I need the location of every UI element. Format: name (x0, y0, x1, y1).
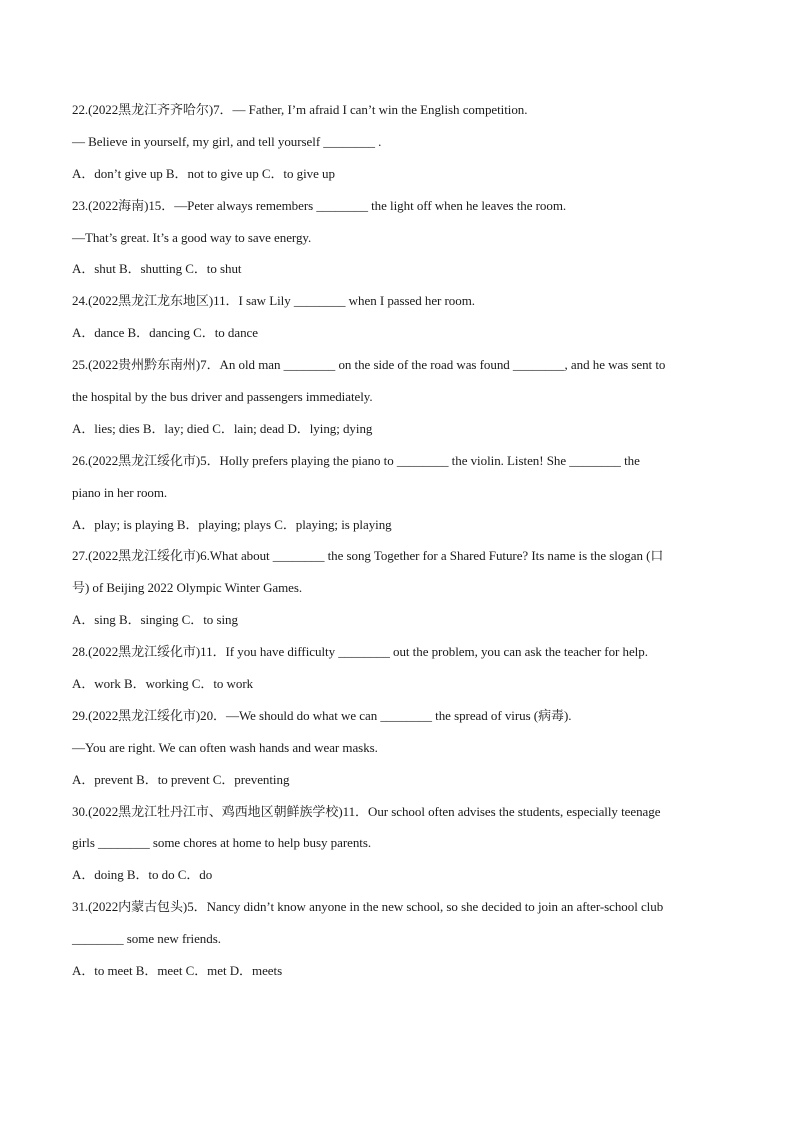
question-text: girls ________ some chores at home to help busy parents. (72, 835, 372, 851)
question-23 (72, 195, 732, 291)
question-text: 24.(2022黑龙江龙东地区)11．I saw Lily ________ when I passed her room. (72, 293, 475, 309)
question-text: 25.(2022贵州黔东南州)7．An old man ________ on the side of the road was found ________, and he was sent to (72, 357, 666, 373)
question-text: ________ some new friends. (72, 931, 221, 947)
question-25 (72, 354, 732, 450)
answer-options: A．to meet B．meet C．met D．meets (72, 963, 283, 979)
question-text: 26.(2022黑龙江绥化市)5．Holly prefers playing the piano to ________ the violin. Listen! She ________ the (72, 452, 640, 468)
question-text: — Believe in yourself, my girl, and tell yourself ________ . (72, 133, 382, 149)
answer-options: A．shut B．shutting C．to shut (72, 261, 242, 277)
question-24 (72, 290, 732, 354)
question-text: —That’s great. It’s a good way to save energy. (72, 229, 312, 245)
question-list (72, 99, 732, 992)
answer-options: A．prevent B．to prevent C．preventing (72, 771, 290, 787)
question-text: 30.(2022黑龙江牡丹江市、鸡西地区朝鲜族学校)11．Our school often advises the students, especially teenage (72, 803, 661, 819)
question-text: piano in her room. (72, 484, 168, 500)
question-text: 22.(2022黑龙江齐齐哈尔)7．— Father, I’m afraid I can’t win the English competition. (72, 102, 528, 117)
question-text: 号) of Beijing 2022 Olympic Winter Games. (72, 580, 303, 596)
answer-options: A．work B．working C．to work (72, 676, 254, 692)
answer-options: A．don’t give up B．not to give up C．to give up (72, 165, 335, 181)
question-30 (72, 801, 732, 897)
question-text: —You are right. We can often wash hands and wear masks. (72, 739, 378, 755)
question-26 (72, 450, 732, 546)
question-22 (72, 99, 732, 195)
question-text: 27.(2022黑龙江绥化市)6.What about ________ the song Together for a Shared Future? Its name is the slogan (口 (72, 548, 664, 564)
question-27 (72, 545, 732, 641)
question-text: the hospital by the bus driver and passengers immediately. (72, 389, 373, 405)
question-29 (72, 705, 732, 801)
answer-options: A．lies; dies B．lay; died C．lain; dead D．lying; dying (72, 420, 373, 436)
answer-options: A．doing B．to do C．do (72, 867, 213, 883)
question-text: 31.(2022内蒙古包头)5．Nancy didn’t know anyone in the new school, so she decided to join an after-school club (72, 899, 664, 915)
answer-options: A．play; is playing B．playing; plays C．playing; is playing (72, 516, 392, 532)
answer-options: A．dance B．dancing C．to dance (72, 325, 258, 341)
question-text: 23.(2022海南)15．—Peter always remembers ________ the light off when he leaves the room. (72, 197, 567, 213)
answer-options: A．sing B．singing C．to sing (72, 612, 238, 628)
question-text: 28.(2022黑龙江绥化市)11．If you have difficulty ________ out the problem, you can ask the teacher for help. (72, 644, 648, 660)
question-28 (72, 641, 732, 705)
question-31 (72, 896, 732, 992)
question-text: 29.(2022黑龙江绥化市)20．—We should do what we can ________ the spread of virus (病毒). (72, 707, 572, 723)
